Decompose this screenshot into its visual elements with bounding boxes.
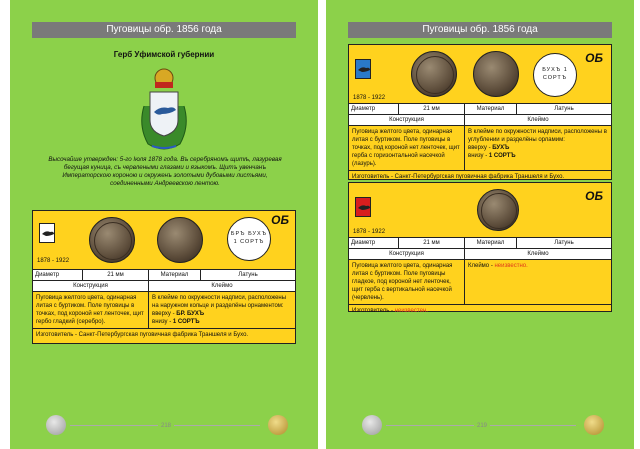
specs-table: [33, 269, 295, 341]
button-back-image: [473, 51, 519, 97]
stamp-label: Клеймо: [211, 283, 233, 289]
construction-text: Пуговица желтого цвета, одинарная литая с буртиком. Поле пуговицы в точках, под короной нет ленточек, щит герба с горизонтальной насечкой (лазурь).: [349, 126, 465, 170]
material-value: Латунь: [554, 240, 574, 246]
stamp-description: [465, 126, 611, 170]
diameter-label: Диаметр: [349, 238, 399, 248]
years-label: 1878 - 1922: [353, 229, 386, 235]
ob-label: ОБ: [271, 213, 289, 227]
page-number: 218: [158, 423, 174, 429]
stamp-bottom-prefix: внизу -: [468, 153, 489, 159]
left-page: [10, 0, 318, 449]
construction-text: Пуговица желтого цвета, одинарная литая с буртиком. Поле пуговицы гладкое, под короной нет ленточек, щит герба с вертикальной насечкой (червлень).: [349, 260, 465, 304]
footer-coin-icon: [46, 415, 66, 435]
stamp-label: Клеймо: [527, 117, 549, 123]
footer-coin-icon: [268, 415, 288, 435]
stamp-label: Клеймо: [527, 251, 549, 257]
stamp-bottom: 1 СОРТЪ: [172, 319, 200, 325]
construction-label: Конструкция: [349, 249, 465, 259]
stamp-unknown: неизвестно.: [494, 263, 528, 269]
stamp-top: БУХЪ: [492, 145, 510, 151]
construction-text: Пуговица желтого цвета, одинарная литая с буртиком. Поле пуговицы в точках, под короной нет ленточек, щит гербо гладкий (серебро).: [33, 292, 149, 328]
diameter-label: Диаметр: [349, 104, 399, 114]
years-label: 1878 - 1922: [353, 95, 386, 101]
ufa-coat-of-arms-image: [138, 66, 190, 152]
page-header: Пуговицы обр. 1856 года: [32, 22, 296, 38]
stamp-bottom: 1 СОРТЪ: [488, 153, 516, 159]
stamp-description: [149, 292, 295, 328]
maker-text: Изготовитель - Санкт-Петербургская пуговичная фабрика Траншеля и Бухо.: [352, 174, 565, 180]
crest-thumbnail: [355, 197, 371, 217]
material-value: Латунь: [238, 272, 258, 278]
maker-prefix: Изготовитель -: [352, 308, 395, 314]
button-front-image: [411, 51, 457, 97]
construction-label: Конструкция: [33, 281, 149, 291]
section-title: Герб Уфимской губернии: [113, 50, 215, 59]
diameter-value: 21 мм: [399, 238, 465, 248]
stamp-drawing: БУХЪ 1 СОРТЪ: [533, 53, 577, 97]
button-entry-panel: [348, 182, 612, 312]
diameter-label: Диаметр: [33, 270, 83, 280]
stamp-bottom-prefix: внизу -: [152, 319, 173, 325]
button-front-image: [477, 189, 519, 231]
page-number: 219: [474, 423, 490, 429]
material-label: Материал: [149, 270, 201, 280]
footer-coin-icon: [362, 415, 382, 435]
ob-label: ОБ: [585, 51, 603, 65]
specs-table: [349, 237, 611, 317]
crest-thumbnail: [39, 223, 55, 243]
right-page: [326, 0, 634, 449]
footer-coin-icon: [584, 415, 604, 435]
decree-text: Высочайше утвержден: 5-го Іюля 1878 года. Въ серебряномъ щитѣ, лазуревая бегущая куница, съ червлеными глазами и языкомъ. Щитъ увенчанъ Императорскою короною и окруженъ золотыми дубовыми листьями, соединенными Андреевскою лентою.: [48, 156, 282, 187]
stamp-top-prefix: вверху -: [468, 145, 493, 151]
specs-table: [349, 103, 611, 183]
maker-unknown: неизвестен.: [394, 308, 428, 314]
stamp-description-text: В клейме по окружности надписи, расположены в углублении и разделёны орламим:: [468, 129, 607, 143]
diameter-value: 21 мм: [399, 104, 465, 114]
construction-label: Конструкция: [349, 115, 465, 125]
stamp-description: [465, 260, 611, 304]
material-label: Материал: [465, 104, 517, 114]
diameter-value: 21 мм: [83, 270, 149, 280]
stamp-prefix: Клеймо -: [468, 263, 495, 269]
years-label: 1878 - 1922: [37, 258, 70, 264]
button-front-image: [89, 217, 135, 263]
stamp-description-text: В клейме по окружности надписи, расположены на наружном кольце и разделёны орнаментом:: [152, 295, 287, 309]
stamp-drawing: БРЪ БУХЪ 1 СОРТЪ: [227, 217, 271, 261]
maker-text: [349, 305, 611, 317]
crest-thumbnail: [355, 59, 371, 79]
ob-label: ОБ: [585, 189, 603, 203]
maker-text: Изготовитель - Санкт-Петербургская пуговичная фабрика Траншеля и Бухо.: [36, 332, 249, 338]
page-header: Пуговицы обр. 1856 года: [348, 22, 612, 38]
button-entry-panel: [348, 44, 612, 180]
material-label: Материал: [465, 238, 517, 248]
button-back-image: [157, 217, 203, 263]
stamp-top-prefix: вверху -: [152, 311, 177, 317]
stamp-top: БР. БУХЪ: [176, 311, 205, 317]
button-entry-panel: [32, 210, 296, 344]
material-value: Латунь: [554, 106, 574, 112]
